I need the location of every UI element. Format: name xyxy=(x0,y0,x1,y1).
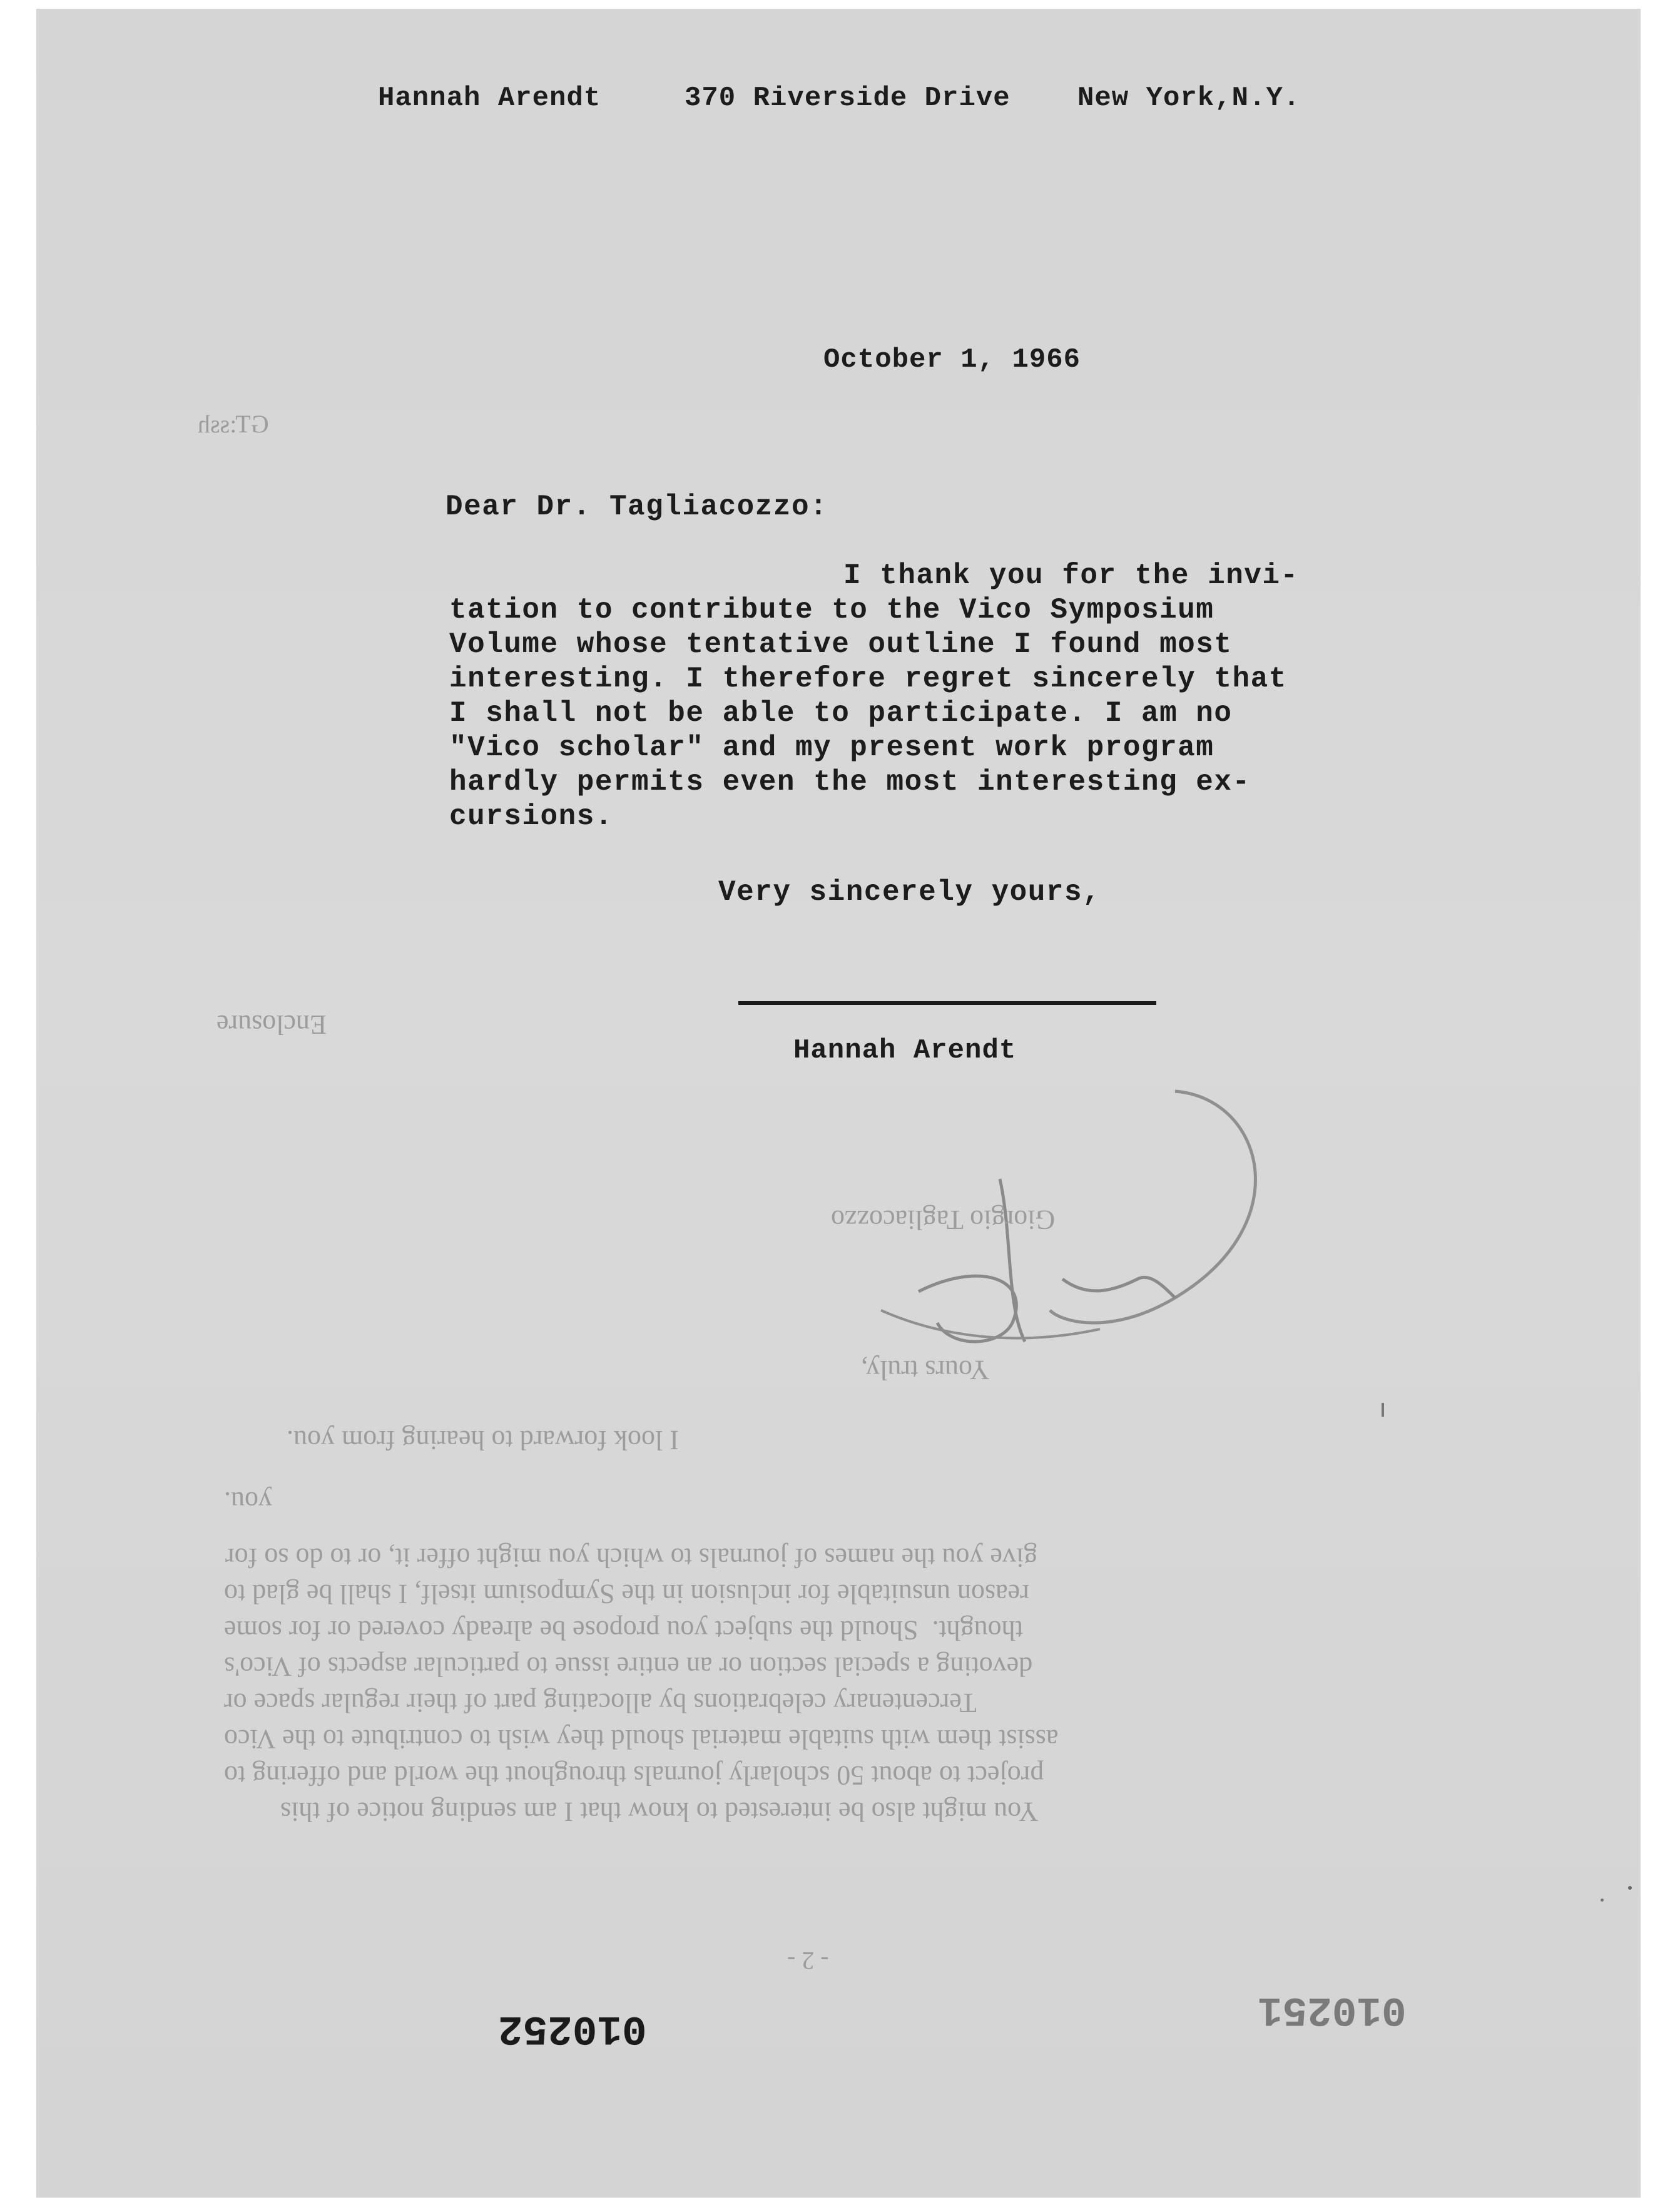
body-line: interesting. I therefore regret sincerely that xyxy=(449,663,1287,695)
letter-page xyxy=(36,9,1641,2198)
letterhead-street: 370 Riverside Drive xyxy=(685,83,1011,114)
bleed-line: give you the names of journals to which you might offer it, or to do so for xyxy=(225,1542,1038,1573)
bleed-signer: Giorgio Tagliacozzo xyxy=(831,1205,1056,1235)
bleed-page-number: - 2 - xyxy=(787,1947,829,1975)
bleed-line: Tercentenary celebrations by allocating part of their regular space or xyxy=(224,1688,977,1718)
bleed-line: project to about 50 scholarly journals throughout the world and offering to xyxy=(224,1760,1044,1791)
body-line: hardly permits even the most interesting ex- xyxy=(449,766,1251,798)
speck xyxy=(1628,1886,1632,1890)
bleed-enclosure: Enclosure xyxy=(216,1009,327,1040)
bleed-line: thought. Should the subject you propose be already covered or for some xyxy=(224,1615,1023,1646)
bleed-line: assist them with suitable material should they wish to contribute to the Vico xyxy=(224,1724,1059,1755)
salutation: Dear Dr. Tagliacozzo: xyxy=(445,491,828,523)
letterhead-name: Hannah Arendt xyxy=(378,83,601,114)
speck xyxy=(1601,1899,1604,1902)
letterhead-city: New York,N.Y. xyxy=(1077,83,1301,114)
body-line: cursions. xyxy=(449,800,613,833)
bleed-line: reason unsuitable for inclusion in the Symposium itself, I shall be glad to xyxy=(224,1579,1029,1609)
doc-id-stamp-right: 010251 xyxy=(1258,1986,1407,2033)
signatory-name: Hannah Arendt xyxy=(793,1035,1017,1066)
body-line: I shall not be able to participate. I am no xyxy=(449,697,1233,730)
bleed-look-forward: I look forward to hearing from you. xyxy=(287,1425,679,1455)
body-line: I thank you for the invi- xyxy=(843,559,1299,592)
doc-id-stamp-left: 010252 xyxy=(498,2005,647,2052)
closing: Very sincerely yours, xyxy=(718,876,1101,909)
bleed-initials: GT:ssh xyxy=(198,410,269,438)
body-line: tation to contribute to the Vico Symposium xyxy=(449,594,1214,626)
signature-line xyxy=(738,1001,1156,1005)
letter-date: October 1, 1966 xyxy=(823,344,1081,375)
bleed-closing: Yours truly, xyxy=(861,1355,990,1385)
body-line: "Vico scholar" and my present work program xyxy=(449,731,1214,764)
bleed-line: You might also be interested to know that I am sending notice of this xyxy=(280,1797,1039,1827)
body-line: Volume whose tentative outline I found most xyxy=(449,628,1233,661)
speck xyxy=(1382,1403,1384,1417)
bleed-line: devoting a special section or an entire issue to particular aspects of Vico's xyxy=(224,1651,1033,1682)
bleed-line: you. xyxy=(224,1486,272,1517)
